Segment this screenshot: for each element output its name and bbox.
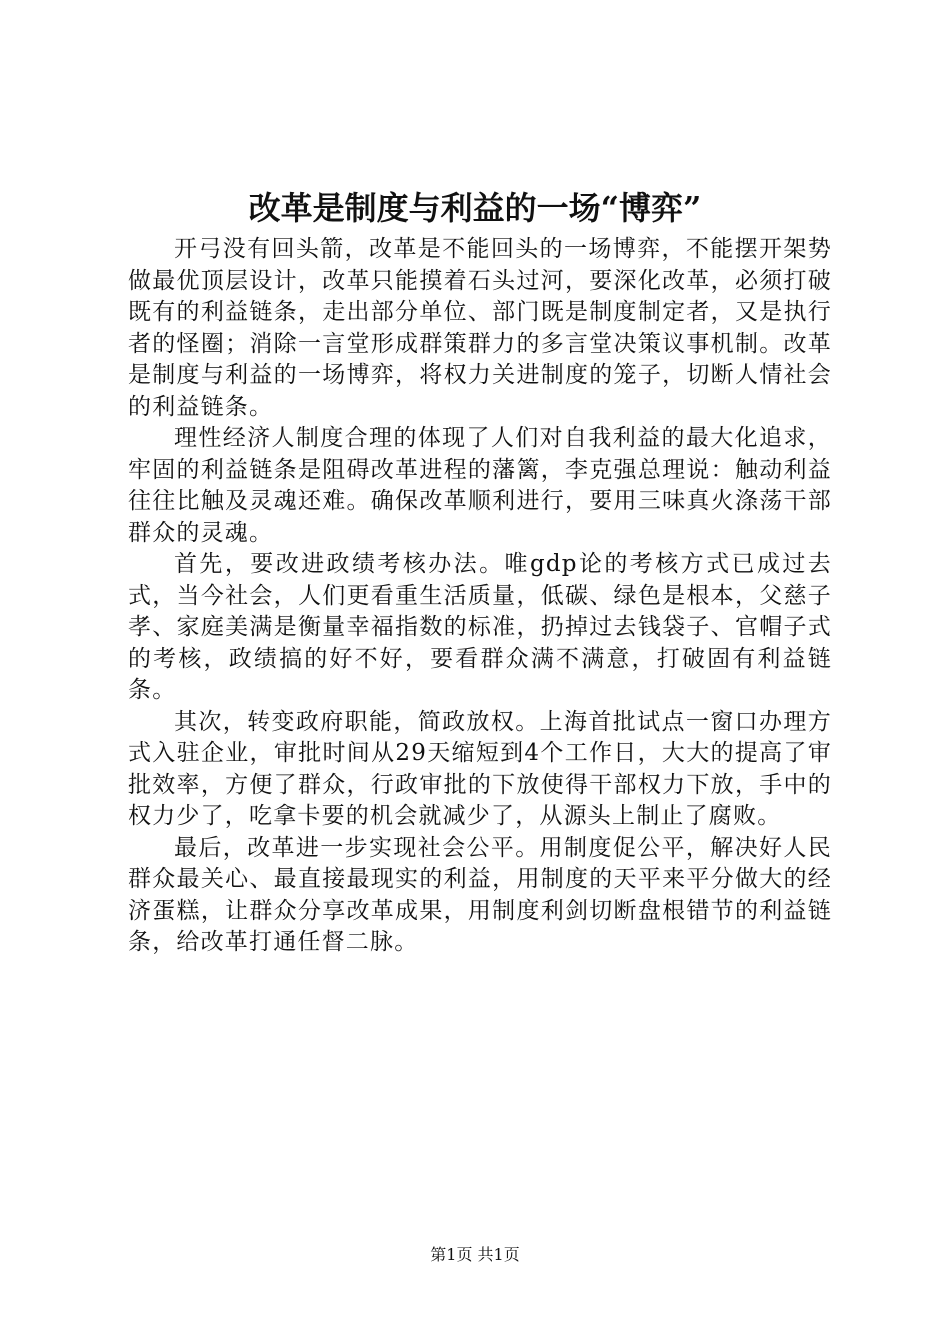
paragraph-3: 首先，要改进政绩考核办法。唯gdp论的考核方式已成过去式，当今社会，人们更看重生活质量，低碳、绿色是根本，父慈子孝、家庭美满是衡量幸福指数的标准，扔掉过去钱袋子、官帽子式的考核，政绩搞的好不好，要看群众满不满意，打破固有利益链条。 <box>128 551 832 703</box>
paragraph-1: 开弓没有回头箭，改革是不能回头的一场博弈，不能摆开架势做最优顶层设计，改革只能摸着石头过河，要深化改革，必须打破既有的利益链条，走出部分单位、部门既是制度制定者，又是执行者的怪圈；消除一言堂形成群策群力的多言堂决策议事机制。改革是制度与利益的一场博弈，将权力关进制度的笼子，切断人情社会的利益链条。 <box>128 236 832 420</box>
paragraph-2: 理性经济人制度合理的体现了人们对自我利益的最大化追求，牢固的利益链条是阻碍改革进程的藩篱，李克强总理说：触动利益往往比触及灵魂还难。确保改革顺利进行，要用三味真火涤荡干部群众的灵魂。 <box>128 425 832 546</box>
page-number-footer: 第1页 共1页 <box>430 1245 520 1264</box>
paragraph-5: 最后，改革进一步实现社会公平。用制度促公平，解决好人民群众最关心、最直接最现实的利益，用制度的天平来平分做大的经济蛋糕，让群众分享改革成果，用制度利剑切断盘根错节的利益链条，给改革打通任督二脉。 <box>128 834 832 955</box>
document-body <box>128 234 832 959</box>
document-title: 改革是制度与利益的一场“博弈” <box>248 189 702 227</box>
paragraph-4: 其次，转变政府职能，简政放权。上海首批试点一窗口办理方式入驻企业，审批时间从29天缩短到4个工作日，大大的提高了审批效率，方便了群众，行政审批的下放使得干部权力下放，手中的权力少了，吃拿卡要的机会就减少了，从源头上制止了腐败。 <box>128 708 832 829</box>
